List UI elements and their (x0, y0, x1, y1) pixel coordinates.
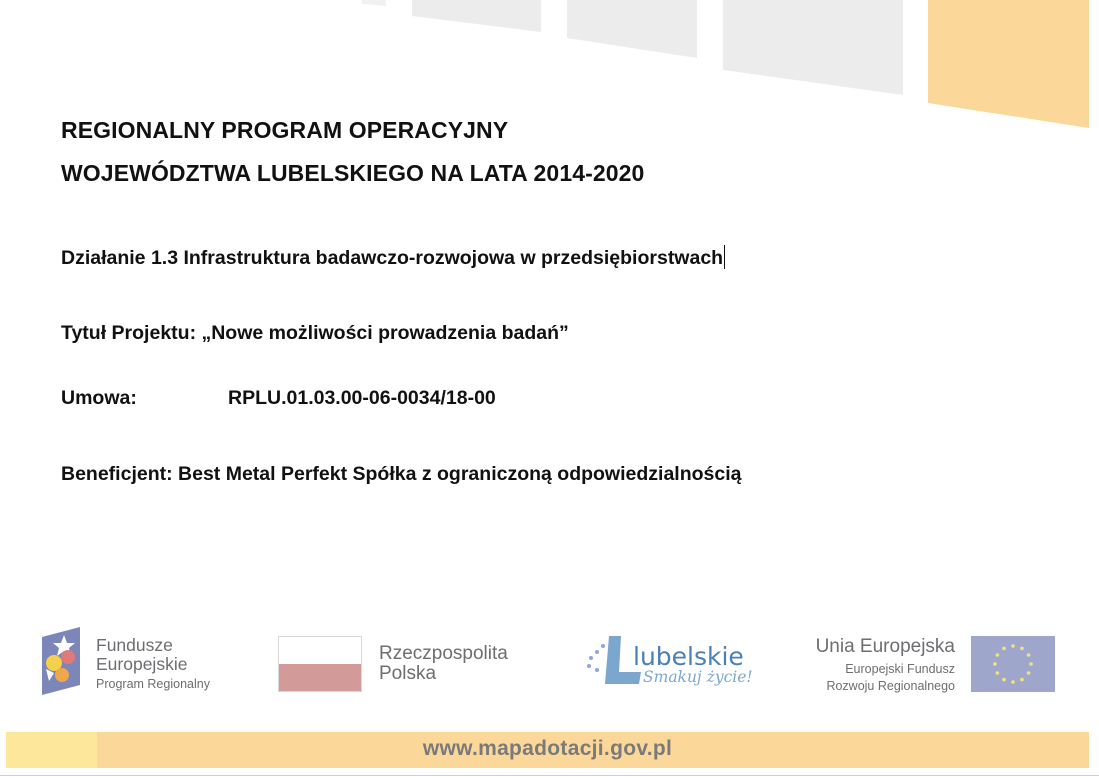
footer-url[interactable]: www.mapadotacji.gov.pl (422, 737, 673, 760)
eu-star (996, 653, 1000, 657)
fundusze-line-2: Europejskie (96, 654, 188, 674)
dzialanie-text: Działanie 1.3 Infrastruktura badawczo-rozwojowa w przedsiębiorstwach (61, 247, 724, 269)
umowa-value: RPLU.01.03.00-06-0034/18-00 (228, 387, 496, 409)
fundusze-line-1: Fundusze (96, 635, 173, 655)
fundusze-subtitle: Program Regionalny (96, 677, 210, 691)
polska-line-1: Rzeczpospolita (379, 643, 508, 664)
eu-flag-icon (971, 636, 1055, 692)
eu-star (993, 662, 997, 666)
beneficjent-line: Beneficjent: Best Metal Perfekt Spółka z ograniczoną odpowiedzialnością (61, 463, 742, 485)
eu-star (1002, 678, 1006, 682)
lubelskie-logo (583, 632, 753, 696)
eu-star (1002, 647, 1006, 651)
lubelskie-name: lubelskie (633, 642, 744, 671)
footer-bar (6, 732, 1089, 768)
unia-europejska-logo (800, 636, 1060, 696)
eu-star (1020, 678, 1024, 682)
program-title-line-2: WOJEWÓDZTWA LUBELSKIEGO NA LATA 2014-2020 (61, 160, 645, 186)
umowa-line (61, 387, 496, 410)
eu-star (996, 671, 1000, 675)
umowa-label: Umowa: (61, 387, 137, 409)
project-title-line: Tytuł Projektu: „Nowe możliwości prowadzenia badań” (61, 322, 569, 344)
eu-star (1011, 680, 1015, 684)
fundusze-europejskie-logo-icon (40, 625, 82, 697)
program-title-line-1: REGIONALNY PROGRAM OPERACYJNY (61, 117, 509, 143)
ue-title: Unia Europejska (815, 636, 955, 657)
header-decoration (0, 0, 1099, 135)
eu-star (1027, 671, 1031, 675)
eu-star (1029, 662, 1033, 666)
dzialanie-line (61, 245, 725, 270)
rzeczpospolita-polska-logo (278, 636, 538, 696)
fundusze-text (96, 636, 187, 674)
lubelskie-slogan: Smakuj życie! (643, 668, 753, 686)
eu-star (1020, 647, 1024, 651)
text-cursor (724, 245, 725, 269)
poland-flag-icon (278, 636, 362, 692)
polska-line-2: Polska (379, 663, 437, 684)
bottom-divider (0, 775, 1099, 776)
ue-subtitle-2: Rozwoju Regionalnego (826, 679, 955, 693)
polska-text (379, 644, 508, 684)
eu-star (1027, 653, 1031, 657)
eu-star (1011, 644, 1015, 648)
fundusze-europejskie-logo (40, 625, 240, 697)
ue-subtitle-1: Europejski Fundusz (845, 662, 955, 676)
